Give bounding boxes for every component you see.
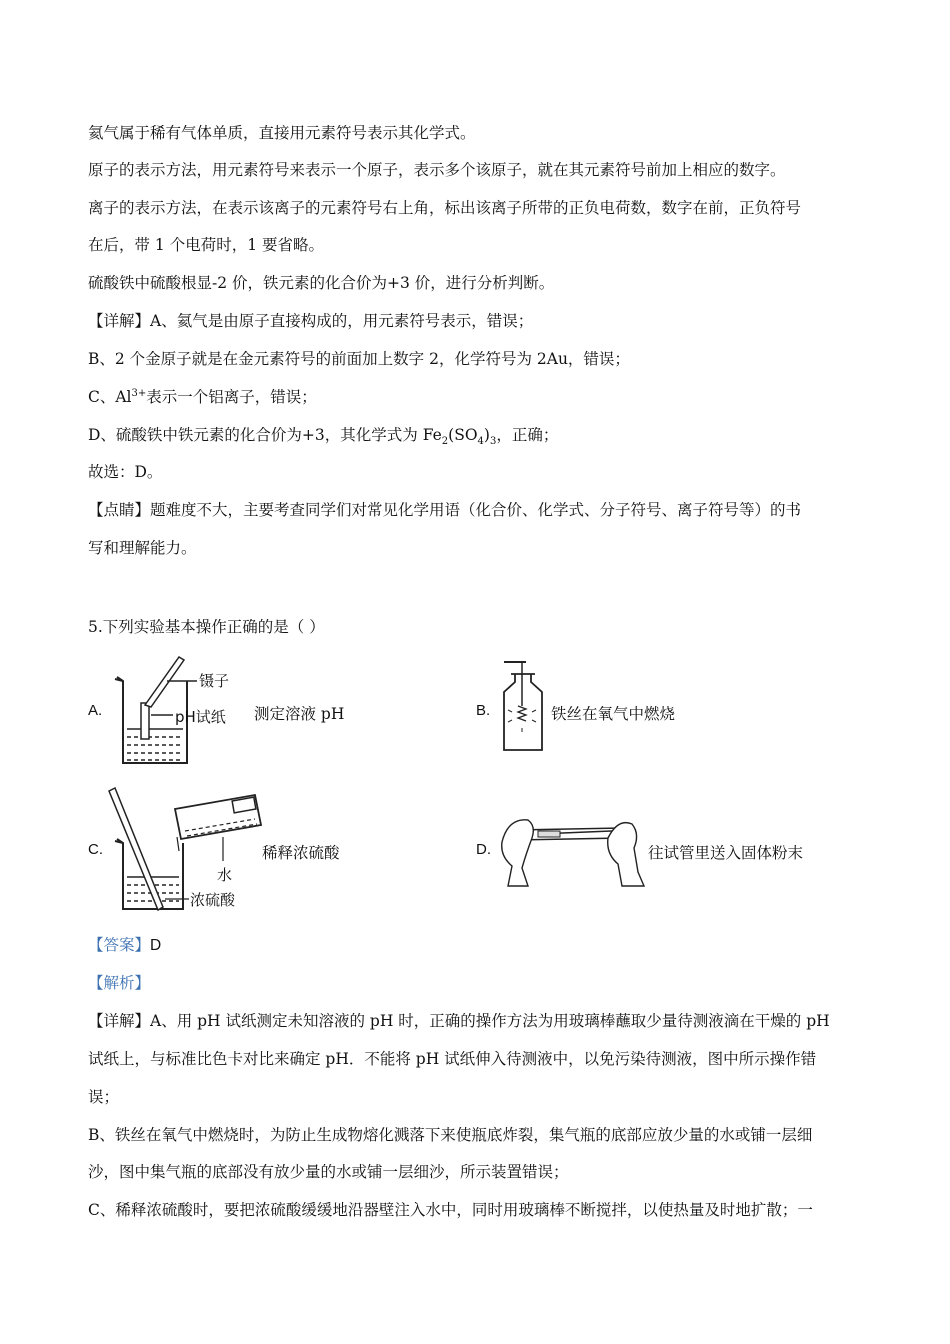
p9-mid2: )	[483, 426, 490, 444]
question-stem: 5.下列实验基本操作正确的是（ ）	[88, 618, 325, 636]
answer-tag: 【答案】	[88, 936, 151, 954]
answer-value: D	[150, 937, 162, 954]
explanation-detail-tag: 【详解】	[88, 1012, 151, 1030]
water-label: 水	[217, 866, 233, 884]
gas-bottle-figure	[496, 660, 552, 756]
note-tag: 【点睛】	[88, 501, 151, 519]
detail-text: A、氦气是由原子直接构成的，用元素符号表示，错误；	[150, 312, 534, 330]
explanation-2: 试纸上，与标准比色卡对比来确定 pH．不能将 pH 试纸伸入待测液中，以免污染待测液，图中所示操作错	[88, 1050, 817, 1068]
explanation-1	[88, 1010, 830, 1032]
test-tube-figure	[498, 808, 646, 888]
paragraph-11	[88, 499, 801, 521]
paragraph-6	[88, 310, 533, 332]
p8-pre: C、Al	[88, 388, 132, 406]
option-c-text: 稀释浓硫酸	[262, 844, 340, 862]
paragraph-2: 原子的表示方法，用元素符号来表示一个原子，表示多个该原子，就在其元素符号前加上相应的数字。	[88, 161, 786, 179]
p9-sub2: 4	[477, 436, 484, 448]
paragraph-3: 离子的表示方法，在表示该离子的元素符号右上角，标出该离子所带的正负电荷数，数字在前，正负符号	[88, 199, 802, 217]
option-b-label: B.	[476, 702, 491, 719]
ph-paper-label: pH试纸	[175, 708, 226, 726]
p9-sub1: 2	[441, 436, 449, 448]
answer-line	[88, 934, 161, 957]
option-d-label: D.	[476, 841, 491, 858]
paragraph-7: B、2 个金原子就是在金元素符号的前面加上数字 2，化学符号为 2Au，错误；	[88, 350, 630, 368]
paragraph-10: 故选：D。	[88, 463, 163, 481]
p9-post: ，正确；	[496, 426, 559, 444]
paragraph-8	[88, 386, 317, 408]
p8-post: 表示一个铝离子，错误；	[146, 388, 317, 406]
paragraph-1: 氦气属于稀有气体单质，直接用元素符号表示其化学式。	[88, 124, 476, 142]
p8-sup: 3+	[131, 387, 147, 399]
paragraph-5: 硫酸铁中硫酸根显-2 价，铁元素的化合价为+3 价，进行分析判断。	[88, 274, 555, 292]
p9-mid: (SO	[448, 426, 478, 444]
explanation-6: C、稀释浓硫酸时，要把浓硫酸缓缓地沿器壁注入水中，同时用玻璃棒不断搅拌，以使热量及时地扩散；一	[88, 1201, 813, 1219]
note-text: 题难度不大，主要考查同学们对常见化学用语（化合价、化学式、分子符号、离子符号等）的书	[150, 501, 802, 519]
option-b-text: 铁丝在氧气中燃烧	[551, 705, 676, 723]
paragraph-12: 写和理解能力。	[88, 539, 197, 557]
analysis-tag: 【解析】	[88, 974, 151, 992]
option-a-label: A.	[88, 702, 103, 719]
paragraph-9	[88, 424, 558, 446]
explanation-3: 误；	[88, 1088, 120, 1106]
p9-sub3: 3	[489, 436, 497, 448]
option-d-text: 往试管里送入固体粉末	[648, 844, 804, 862]
option-c-label: C.	[88, 841, 103, 858]
explanation-4: B、铁丝在氧气中燃烧时，为防止生成物熔化溅落下来使瓶底炸裂，集气瓶的底部应放少量的水或铺一层细	[88, 1126, 813, 1144]
explanation-1-text: A、用 pH 试纸测定未知溶液的 pH 时，正确的操作方法为用玻璃棒蘸取少量待测液滴在干燥的 pH	[150, 1012, 830, 1030]
p9-pre: D、硫酸铁中铁元素的化合价为+3，其化学式为 Fe	[88, 426, 442, 444]
detail-tag: 【详解】	[88, 312, 151, 330]
conc-acid-label: 浓硫酸	[190, 891, 236, 909]
paragraph-4: 在后，带 1 个电荷时，1 要省略。	[88, 236, 325, 254]
option-a-text: 测定溶液 pH	[254, 705, 345, 723]
tweezers-label: 镊子	[199, 672, 230, 690]
explanation-5: 沙，图中集气瓶的底部没有放少量的水或铺一层细沙，所示装置错误；	[88, 1163, 569, 1181]
